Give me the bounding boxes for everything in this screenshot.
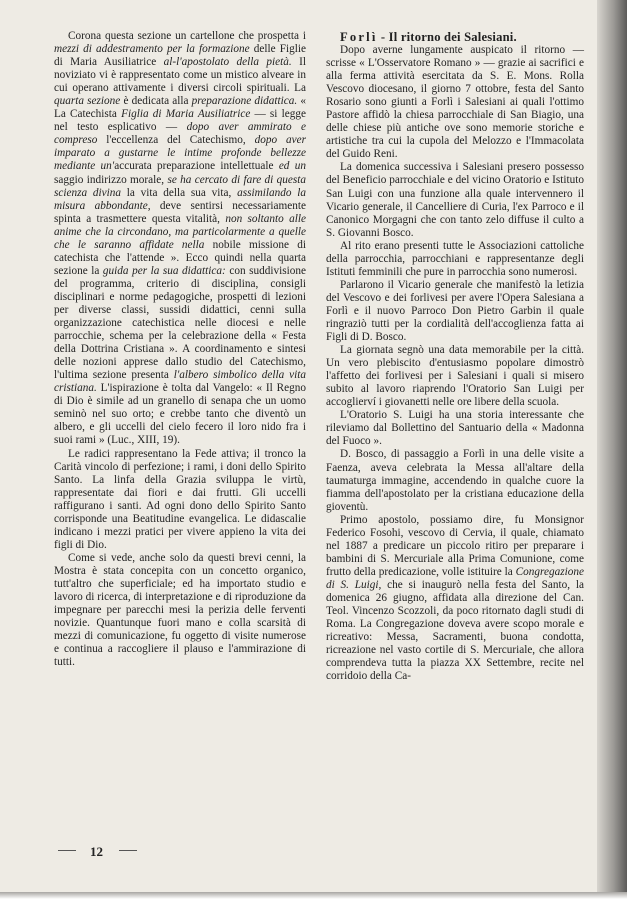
paragraph — [326, 240, 584, 279]
right-column-body — [326, 44, 584, 683]
text-run: nobile missione di catechista che l'attende ». Ecco quindi nella quarta sezione la — [54, 238, 306, 277]
italic-run: non soltanto alle anime che la circondano, ma particolarmente a quelle che le saranno affidate nella — [54, 212, 307, 251]
text-run: deve sentirsi necessariamente spinta a trasmettere questa vitalità, — [54, 199, 306, 225]
text-run: L'ispirazione è tolta dal Vangelo: « Il Regno di Dio è simile ad un granello di senapa che un uomo seminò nel suo orto; e crebbe tanto che diventò un albero, e gli uccelli del cielo fecero il loro nido fra i suoi rami » (Luc., XIII, 19). — [54, 382, 306, 447]
paragraph — [326, 448, 584, 513]
paragraph — [54, 30, 306, 448]
italic-run: guida per la sua didattica: — [102, 264, 226, 277]
text-run: l'eccellenza del Catechismo, — [97, 134, 255, 147]
text-run: saggio indirizzo morale, — [54, 173, 168, 186]
italic-run: dopo aver ammirato e compreso — [54, 121, 306, 147]
paragraph — [326, 344, 584, 409]
italic-run: assimilando la misura abbondante, — [54, 186, 306, 212]
text-run: Parlarono il Vicario generale che manifestò la letizia del Vescovo e dei forlivesi per avere l'Opera Salesiana a Forlì e il nuovo Parroco Don Pietro Garbin il quale ringraziò tutti per la cordialità dell'accoglienza fatta ai Figli di D. Bosco. — [326, 278, 584, 344]
text-run: La giornata segnò una data memorabile per la città. Un vero plebiscito d'entusiasmo popolare dimostrò l'affetto dei forlivesi per i Salesiani i quali si misero subito al lavoro riaprendo l'Oratorio San Luigi per accoglierví i giovanetti nelle ore libere della scuola. — [326, 344, 584, 409]
text-run: con suddivisione del programma, criterio di disciplina, consigli disciplinari e norme pedagogiche, prospetti di lezioni per diverse classi, sussidi didattici, cenni sulla organizzazione catechistica nelle diocesi e nelle parrocchie, schema per la celebrazione della « Festa della Dottrina Cristiana ». A coordinamento e sintesi delle nozioni apprese dallo studio del Catechismo, l'ultima sezione presenta — [54, 264, 306, 382]
page-bottom-edge — [0, 892, 627, 899]
heading-title: - Il ritorno dei Salesiani. — [377, 30, 517, 44]
paragraph — [54, 448, 306, 552]
italic-run: quarta sezione — [54, 95, 121, 108]
text-run: L'Oratorio S. Luigi ha una storia interessante che rileviamo dal Bollettino del Santuario della « Madonna del Fuoco ». — [326, 409, 584, 448]
italic-run: al-l'apostolato della pietà. — [163, 56, 292, 69]
italic-run: preparazione didattica. — [191, 95, 298, 108]
text-run: D. Bosco, di passaggio a Forlì in una delle visite a Faenza, aveva celebrata la Messa all'altare della taumaturga immagine, accendendo in qualche cuore la fiamma dell'apostolato per la cristiana educazione della gioventù. — [326, 448, 584, 513]
paragraph — [326, 161, 584, 239]
text-run: — si legge nel testo esplicativo — — [54, 108, 306, 134]
section-heading — [326, 30, 584, 44]
italic-run: se ha cercato di fare di questa scienza divina — [54, 173, 307, 199]
text-run: delle Figlie di Maria Ausiliatrice — [54, 43, 306, 69]
text-run: Le radici rappresentano la Fede attiva; il tronco la Carità vincolo di perfezione; i rami, i doni dello Spirito Santo. La linfa della Grazia sviluppa le virtù, rappresentate dai fiori e dai frutti. Gli uccelli raffigurano i santi. Ad ogni dono dello Spirito Santo corrisponde una Beatitudine evangelica. Le didascalie indicano i mezzi pratici per vivere appieno la vita dei figli di Dio. — [54, 447, 306, 551]
text-run: La domenica successiva i Salesiani presero possesso del Beneficio parrocchiale e del vicino Oratorio e Istituto San Luigi con una funzione alla quale intervennero il Vicario generale, il Cancelliere di Curia, l'ex Parroco e il Canonico Morgagni che con tanto zelo diffuse il culto a S. Giovanni Bosco. — [326, 161, 584, 239]
paragraph — [326, 279, 584, 344]
italic-run: Congregazione di S. Luigi, — [326, 565, 584, 591]
italic-run: ed un — [278, 160, 306, 173]
text-run: accurata preparazione intellettuale — [114, 160, 279, 173]
left-column — [54, 30, 306, 669]
italic-run: Figlia di Maria Ausiliatrice — [121, 108, 251, 121]
page-number: 12 — [90, 844, 103, 859]
binding-shadow — [597, 0, 627, 899]
italic-run: mezzi di addestramento per la formazione — [54, 43, 250, 56]
footer-dash-left — [58, 850, 76, 851]
text-run: « La Catechista — [54, 95, 307, 121]
paragraph — [54, 552, 306, 669]
italic-run: l'albero simbolico della vita cristiana. — [54, 369, 306, 395]
right-column — [326, 30, 584, 683]
paragraph — [326, 514, 584, 684]
text-run: Dopo averne lungamente auspicato il ritorno — scrisse « L'Osservatore Romano » — grazie ai sacrifici e alla ferma attività esercitata da S. E. Mons. Rolla Vescovo diocesano, il giorno 7 ottobre, festa del Santo Rosario sono giunti a Forlì i Salesiani ai quali l'ottimo Pastore affidò la chiesa parrocchiale di San Biagio, una delle chiese più antiche ove sono memorie storiche e artistiche tra cui la cupola del Melozzo e l'Immacolata del Guido Reni. — [326, 44, 584, 161]
footer-dash-right — [119, 850, 137, 851]
text-run: Primo apostolo, possiamo dire, fu Monsignor Federico Fosohi, vescovo di Cervia, il quale, chiamato nel 1887 a predicare un piccolo ritiro per preparare i bambini di S. Mercuriale alla Prima Comunione, come frutto della predicazione, volle istituire la — [326, 513, 584, 578]
text-run: Come si vede, anche solo da questi brevi cenni, la Mostra è stata concepita con un concetto organico, tutt'altro che superficiale; ed ha importato studio e lavoro di ricerca, di interpretazione e di riproduzione da impegnare per parecchi mesi la perizia delle ferventi novizie. Quantunque fuori mano e colla scarsità di mezzi di comunicazione, fu oggetto di visite numerose e continua a raccogliere il plauso e l'ammirazione di tutti. — [54, 551, 306, 669]
text-run: Il noviziato vi è rappresentato come un mistico alveare in cui operano attivamente i diversi circoli spirituali. La — [54, 56, 306, 95]
text-run: che si inaugurò nella festa del Santo, la domenica 26 giugno, affidata alla direzione del Can. Teol. Vincenzo Scozzoli, da poco ritornato dagli studi di Roma. La Congregazione doveva avere scopo morale e ricreativo: Messa, Sacramenti, buona condotta, ricreazione nel vasto cortile di S. Mercuriale, che allora comprendeva tutta la piazza XX Settembre, recite nel corridoio della Ca- — [326, 578, 584, 683]
text-run: Corona questa sezione un cartellone che prospetta i — [68, 30, 306, 42]
text-run: Al rito erano presenti tutte le Associazioni cattoliche della parrocchia, parrocchiani e rappresentanze degli Istituti femminili che pure in parrocchia sono numerosi. — [326, 239, 584, 278]
heading-city: Forlì — [340, 30, 378, 44]
text-run: è dedicata alla — [120, 95, 192, 108]
text-run: la vita della sua vita, — [121, 186, 238, 199]
italic-run: dopo aver imparato a gustarne le intime profonde bellezze mediante un' — [54, 134, 306, 173]
paragraph — [326, 44, 584, 161]
paragraph — [326, 409, 584, 448]
